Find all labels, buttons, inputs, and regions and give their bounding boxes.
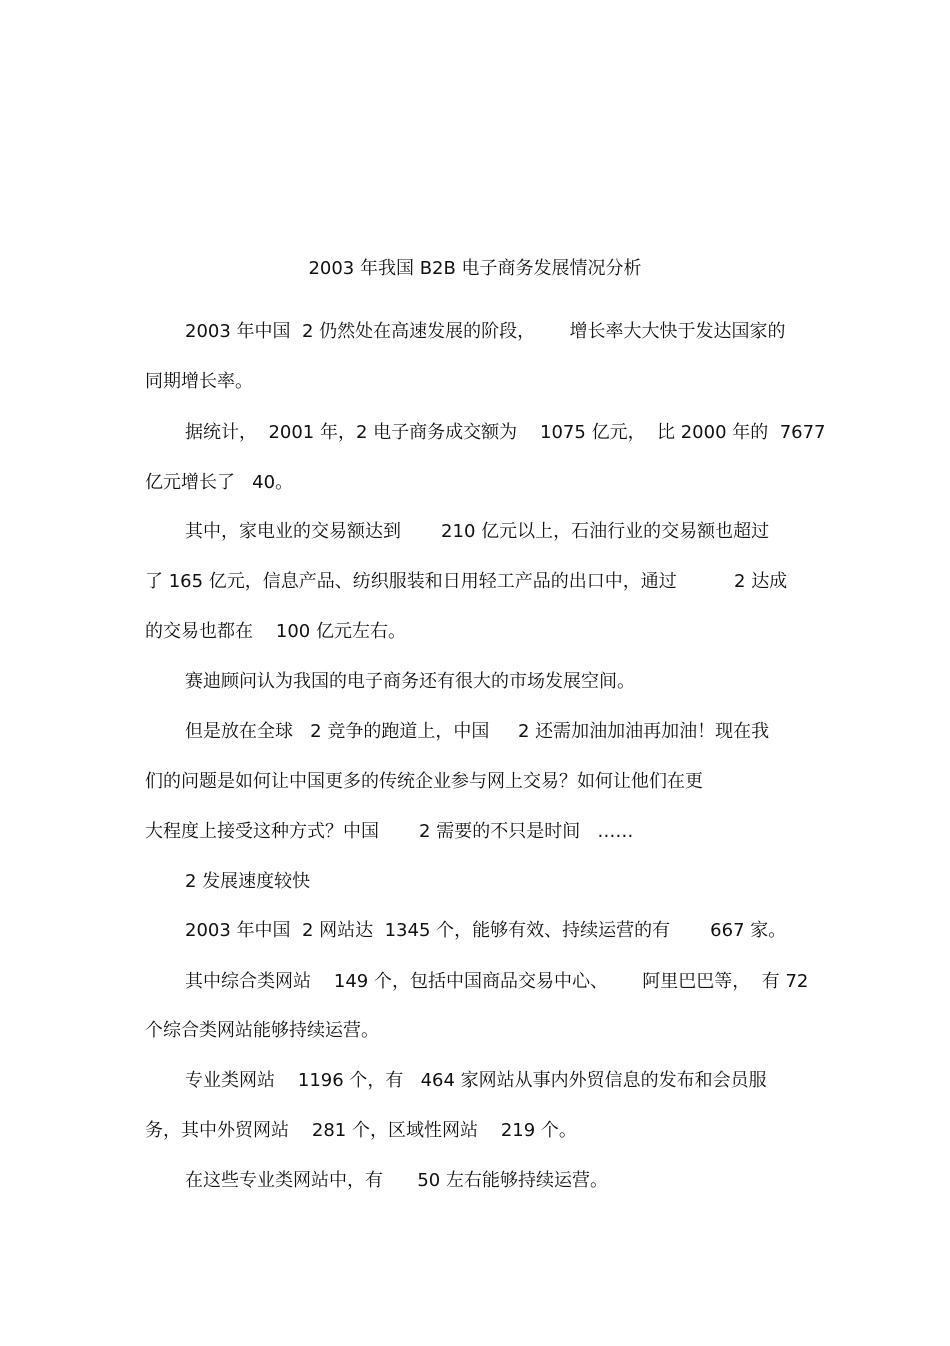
paragraph-line: 个综合类网站能够持续运营。 <box>145 1020 379 1041</box>
paragraph-line: 2003 年中国 2 网站达 1345 个，能够有效、持续运营的有 667 家。 <box>185 920 787 941</box>
paragraph-line: 赛迪顾问认为我国的电子商务还有很大的市场发展空间。 <box>185 671 635 692</box>
paragraph-line: 专业类网站 1196 个，有 464 家网站从事内外贸信息的发布和会员服 <box>185 1070 767 1091</box>
paragraph-line: 务，其中外贸网站 281 个，区域性网站 219 个。 <box>145 1120 577 1141</box>
paragraph-line: 同期增长率。 <box>145 371 253 392</box>
paragraph-line: 的交易也都在 100 亿元左右。 <box>145 621 406 642</box>
paragraph-line: 大程度上接受这种方式？中国 2 需要的不只是时间 …… <box>145 821 634 842</box>
paragraph-line: 们的问题是如何让中国更多的传统企业参与网上交易？如何让他们在更 <box>145 771 703 792</box>
paragraph-line: 其中，家电业的交易额达到 210 亿元以上，石油行业的交易额也超过 <box>185 521 770 542</box>
document-title: 2003 年我国 B2B 电子商务发展情况分析 <box>308 258 642 279</box>
paragraph-line: 其中综合类网站 149 个，包括中国商品交易中心、 阿里巴巴等， 有 72 <box>185 971 809 992</box>
paragraph-line: 了 165 亿元，信息产品、纺织服装和日用轻工产品的出口中，通过 2 达成 <box>145 571 788 592</box>
paragraph-line: 但是放在全球 2 竞争的跑道上，中国 2 还需加油加油再加油！现在我 <box>185 721 770 742</box>
section-heading: 2 发展速度较快 <box>185 871 311 892</box>
paragraph-line: 据统计， 2001 年，2 电子商务成交额为 1075 亿元， 比 2000 年的 7677 <box>185 422 826 443</box>
paragraph-line: 在这些专业类网站中，有 50 左右能够持续运营。 <box>185 1170 608 1191</box>
paragraph-line: 2003 年中国 2 仍然处在高速发展的阶段， 增长率大大快于发达国家的 <box>185 321 786 342</box>
paragraph-line: 亿元增长了 40。 <box>145 472 294 493</box>
